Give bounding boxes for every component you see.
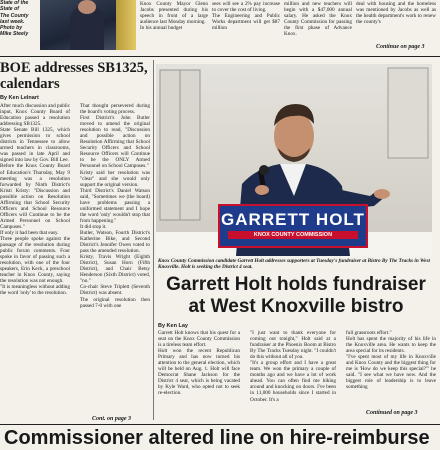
boe-continued[interactable]: Cont. on page 3 (92, 416, 132, 422)
bottom-headline: Commissioner altered line on hire-reimburse (4, 427, 430, 449)
section-divider (0, 56, 440, 57)
top-article-col-1: Knox County Mayor Glenn Jacobs presented during his speech in front of a large audience last Monday morning. In his annual budget (140, 1, 208, 32)
boe-col-2: That thought persevered during the board's voting process. First District's John Butler moved to amend the original resolution to read, "Discussion and possible action on Resolution Affirming that School Security Officers and School Resource Officers will Continue to be the ONLY Armed Personnel on School Campuses." Kristy said her resolution was "clear" and she would only support the original version. Third District's Daniel Watson said, "Sometimes we (the board) have problems passing a uniformed statement and I hope the word 'only' wouldn't stop that from happening." It did stop it. Butler, Watson, Fourth District's Katherine Bike, and Second District's Jennifer Owen voted to pass the amended resolution. Kristy, Travis Wright (Eighth District), Susan Horn (Fifth District), and Chair Betsy Henderson (Sixth District) voted, "no." Co-chair Steve Triplett (Seventh District) was absent. The original resolution then passed 7-0 with one (80, 103, 150, 309)
mayor-photo-caption (0, 0, 38, 38)
caption-line: State of (0, 6, 20, 13)
caption-line: Photo by (0, 25, 23, 32)
holt-col-1: Garrett Holt knows that his quest for a seat on the Knox County Commission is a tireless team effort. Holt won the recent Republican Primary and has now turned his attention to the general election, which will be held on Aug. 1. Holt will face Democrat Shane Jackson for the District 4 seat, which is being vacated by Kyle Ward, who opted not to seek re-election. (158, 330, 240, 397)
boe-col-1: After much discussion and public input, Knox County Board of Education passed a resolution addressing SB1325. State Senate Bill 1325, which gives permission to school districts in Tennessee to allow armed teachers in classrooms, was passed in late April and signed into law by Gov. Bill Lee. Before the Knox County Board of Education's Thursday, May 9 meeting was a resolution forwarded by Ninth District's Kristi Kristy: "Discussion and possible action on Resolution Affirming that School Security Officers and School Resource Officers will Continue to be the Armed Personnel on School Campuses." If only it had been that easy. Three people spoke against the passage of the resolution during public forum comments. Four spoke in favor of passing such a resolution, with one of the four speakers, Erin Keck, a preschool teacher in Knox County, saying the resolution was not enough. "It is meaningless without adding the word 'only' to the resolution. (0, 103, 70, 297)
hand (255, 185, 269, 195)
holt-col-3: full grassroots effort." Holt has spent the majority of his life in the Knoxville area. He wants to keep the area special for its residents. "I've spent most of my life in Knoxville and Knox County and the biggest thing for me is 'How do we keep this special?'" he said. "I see what we have now. And the biggest role of leadership is to leave something (346, 330, 436, 391)
boe-byline: By Ken Lelnart (0, 95, 39, 101)
top-article-continued[interactable]: Continue on page 3 (376, 44, 425, 50)
caption-line: last week. (0, 18, 25, 25)
holt-headline-line-1: Garrett Holt holds fundraiser (166, 274, 426, 295)
top-article-col-2: sees will see a 2% pay increase to cover the cost of living. The Engineering and Public Works department will get $87 million (212, 1, 280, 32)
holt-photo-caption: Knox County Commission candidate Garrett Holt addresses supporters at Tuesday's fundraiser at Bistro By The Tracks in West Knoxville. Holt is seeking the District 4 seat. (158, 258, 430, 271)
caption-line: The County (0, 12, 29, 19)
holt-photo (156, 64, 432, 256)
hand (374, 189, 390, 199)
top-article-col-3: million and new teachers will begin with a $47,000 annual salary. He asked the Knox County Commission for passing the first phase of Advance Knox. (284, 1, 352, 38)
holt-headline-line-2: at West Knoxville bistro (188, 296, 404, 317)
top-article-col-4: deal with housing and the homeless was mentioned by Jacobs as well as the health department's work to renew the county's (356, 1, 436, 26)
banner-name: GARRETT HOLT (221, 210, 365, 229)
wall-panel (388, 68, 428, 158)
section-divider (0, 424, 440, 425)
holt-banner (218, 204, 368, 248)
caption-line: State of the (0, 0, 29, 6)
banner-subtitle: KNOX COUNTY COMMISSION (228, 231, 358, 239)
flag-gold (116, 0, 136, 50)
holt-byline: By Ken Lay (158, 323, 188, 329)
mayor-head (78, 0, 96, 14)
column-divider (153, 60, 154, 420)
boe-headline: BOE addresses SB1325, calendars (0, 60, 148, 92)
holt-headline (156, 274, 436, 318)
microphone-head (259, 165, 269, 175)
mayor-photo (40, 0, 136, 50)
caption-line: Mike Steely (0, 31, 29, 38)
holt-continued[interactable]: Continued on page 3 (366, 410, 418, 416)
holt-col-2: "I just want to thank everyone for coming out tonight," Holt said at a fundraiser at the Phoenix Room at Bistro By The Tracks Tuesday night. "I couldn't do this without all of you. "It's a group effort and I have a great team. We won the primary a couple of months ago and we have a lot of work ahead. You can often find me hiking around and knocking on doors. I've been in 11,000 households since I started in October. It's a (250, 330, 336, 403)
